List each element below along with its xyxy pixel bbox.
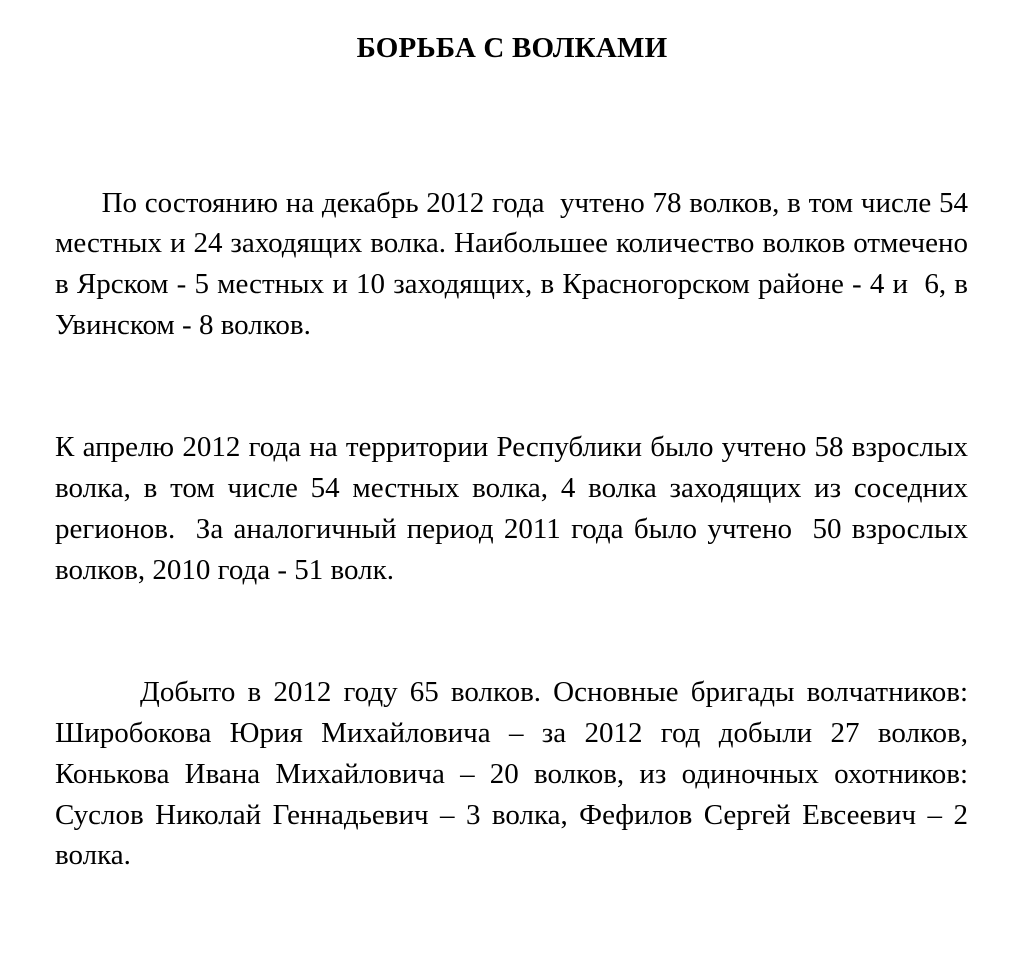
page-title: БОРЬБА С ВОЛКАМИ [356,32,668,64]
paragraph-wolf-census-december: По состоянию на декабрь 2012 года учтено 78 волков, в том числе 54 местных и 24 заходящих волка. Наибольшее количество волков отмечено в Ярском - 5 местных и 10 заходящих, в Красногорском районе - 4 и 6, в Увинском - 8 волков. [55,186,976,341]
paragraph-wolves-hunted: Добыто в 2012 году 65 волков. Основные бригады волчатников: Широбокова Юрия Михайловича – за 2012 год добыли 27 волков, Конькова Ивана Михайловича – 20 волков, из одиночных охотников: Суслов Николай Геннадьевич – 3 волка, Фефилов Сергей Евсеевич – 2 волка. [55,676,976,872]
body-text [55,101,983,958]
paragraph-wolf-census-april: К апрелю 2012 года на территории Республики было учтено 58 взрослых волка, в том числе 54 местных волка, 4 волка заходящих из соседних регионов. За аналогичный период 2011 года было учтено 50 взрослых волков, 2010 года - 51 волк. [55,431,983,586]
